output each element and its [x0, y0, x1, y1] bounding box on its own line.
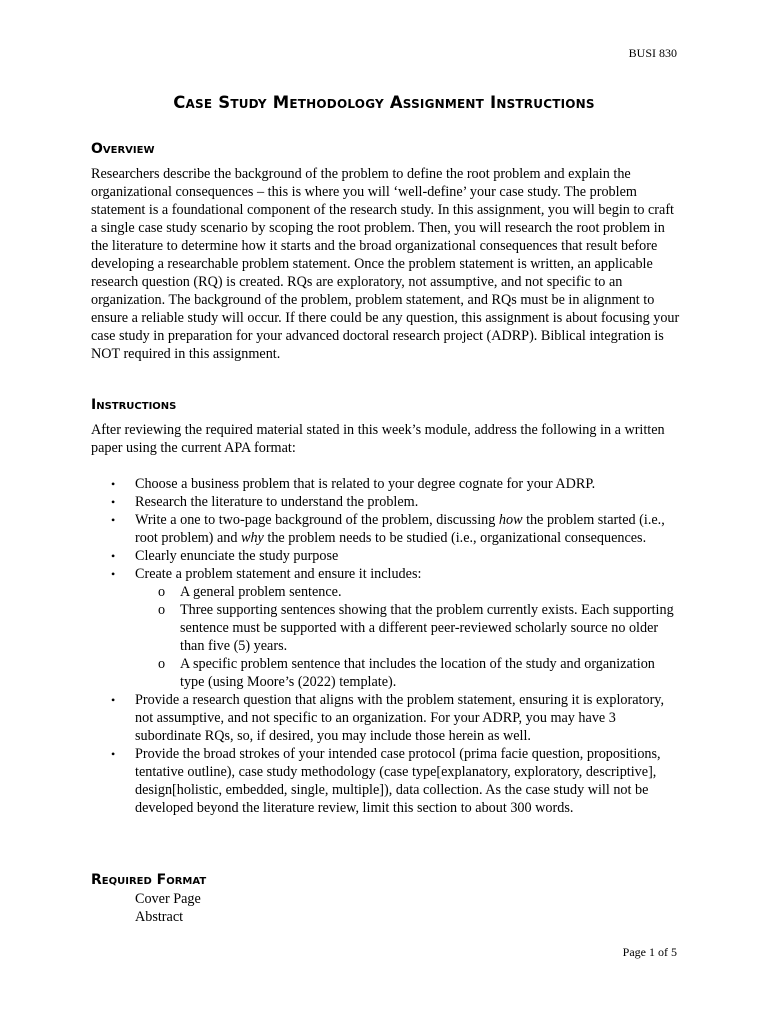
bullet-icon: • [111, 567, 116, 581]
list-item-text: Research the literature to understand the problem. [135, 494, 419, 510]
list-item-text: Provide the broad strokes of your intended case protocol (prima facie question, propositions, tentative outline), case study methodology (case type[explanatory, exploratory, descriptive], design[holistic, embedded, single, multiple]), data collection. As the case study will not be developed beyond the literature review, limit this section to about 300 words. [135, 746, 661, 816]
emphasis-why: why [240, 530, 264, 546]
list-item [91, 745, 681, 817]
required-format-list [135, 890, 201, 926]
bullet-icon: • [111, 513, 116, 527]
problem-statement-sublist [135, 583, 681, 691]
format-item-abstract: Abstract [135, 909, 184, 925]
list-item [91, 475, 681, 493]
bullet-icon: • [111, 495, 116, 509]
course-code: BUSI 830 [628, 46, 677, 60]
sub-list-item [135, 601, 681, 655]
bullet-icon: • [111, 747, 116, 761]
format-item-cover-page: Cover Page [135, 891, 201, 907]
list-item [91, 691, 681, 745]
list-item-text: Choose a business problem that is related to your degree cognate for your ADRP. [135, 476, 596, 492]
list-item-text: Clearly enunciate the study purpose [135, 548, 339, 564]
sub-list-item-text: Three supporting sentences showing that the problem currently exists. Each supporting sentence must be supported with a different peer-reviewed scholarly source no older than five (5) years. [180, 602, 674, 654]
sub-bullet-icon: o [158, 602, 166, 618]
document-title: Case Study Methodology Assignment Instructions [173, 93, 595, 112]
list-item-text-part: Write a one to two-page background of the problem, discussing [135, 512, 499, 528]
sub-bullet-icon: o [158, 656, 166, 672]
list-item [91, 547, 681, 565]
list-item-text-part: the problem needs to be studied (i.e., organizational consequences. [263, 530, 647, 546]
list-item-text-part: the problem started (i.e., root problem) and [135, 512, 665, 546]
list-item [91, 565, 681, 691]
bullet-icon: • [111, 477, 116, 491]
instructions-heading: Instructions [91, 397, 177, 413]
list-item [91, 493, 681, 511]
sub-list-item-text: A general problem sentence. [180, 584, 342, 600]
list-item-text: Create a problem statement and ensure it includes: [135, 566, 422, 582]
bullet-icon: • [111, 693, 116, 707]
sub-list-item [135, 655, 681, 691]
overview-paragraph: Researchers describe the background of the problem to define the root problem and explain the organizational consequences – this is where you will ‘well-define’ your case study. The problem statement is a foundational component of the research study. In this assignment, you will begin to craft a single case study scenario by scoping the root problem. Then, you will research the root problem in the literature to determine how it starts and the broad organizational consequences that result before developing a researchable problem statement. Once the problem statement is written, an applicable research question (RQ) is created. RQs are exploratory, not assumptive, and not specific to an organization. The background of the problem, problem statement, and RQs must be in alignment to ensure a reliable study will occur. If there could be any question, this assignment is about focusing your case study in preparation for your advanced doctoral research project (ADRP). Biblical integration is NOT required in this assignment. [91, 166, 680, 362]
sub-bullet-icon: o [158, 584, 166, 600]
instructions-intro: After reviewing the required material stated in this week’s module, address the following in a written paper using the current APA format: [91, 422, 665, 456]
sub-list-item-text: A specific problem sentence that includes the location of the study and organization type (using Moore’s (2022) template). [180, 656, 655, 690]
required-format-heading: Required Format [91, 872, 207, 888]
page-number: Page 1 of 5 [622, 945, 677, 959]
bullet-icon: • [111, 549, 116, 563]
sub-list-item [135, 583, 681, 601]
overview-heading: Overview [91, 141, 155, 157]
emphasis-how: how [498, 512, 523, 528]
list-item [91, 511, 681, 547]
list-item-text: Provide a research question that aligns with the problem statement, ensuring it is exploratory, not assumptive, and not specific to an organization. For your ADRP, you may have 3 subordinate RQs, so, if desired, you may include those herein as well. [135, 692, 665, 744]
instructions-list [91, 475, 681, 817]
